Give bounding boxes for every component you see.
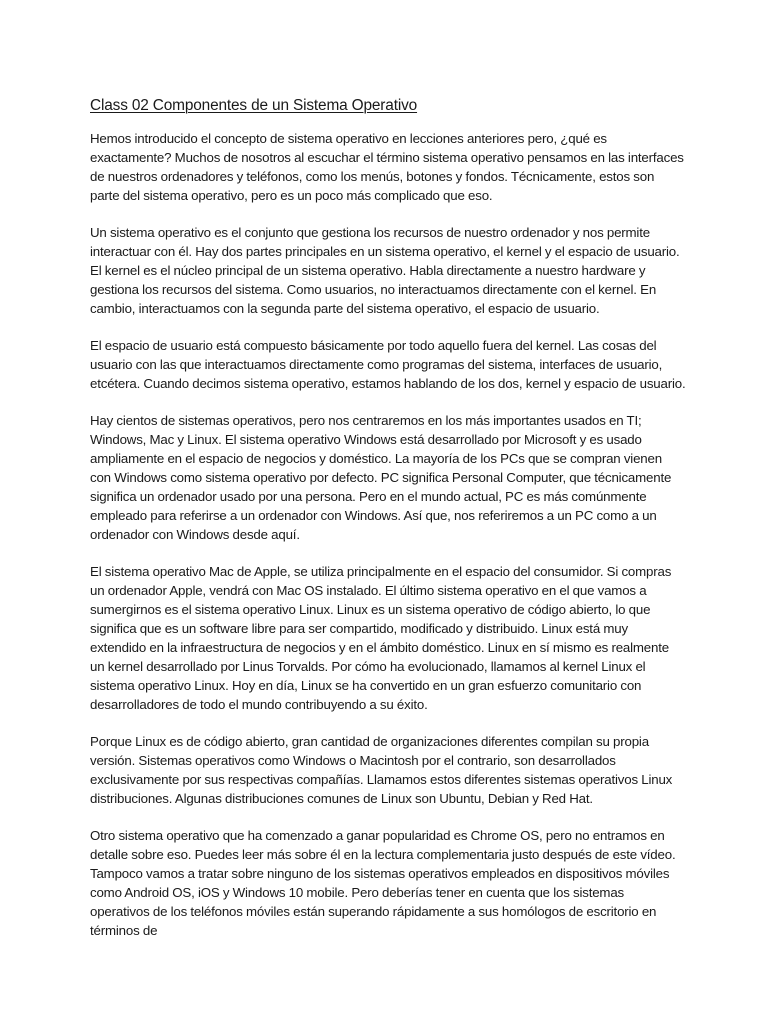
- paragraph-os-intro: Hemos introducido el concepto de sistema operativo en lecciones anteriores pero, ¿qué es exactamente? Muchos de nosotros al escuchar el término sistema operativo pensamos en las interfaces de nuestros ordenadores y teléfonos, como los menús, botones y fondos. Técnicamente, estos son parte del sistema operativo, pero es un poco más complicado que eso.: [90, 131, 684, 203]
- paragraph-linux-distributions: Porque Linux es de código abierto, gran cantidad de organizaciones diferentes compilan su propia versión. Sistemas operativos como Windows o Macintosh por el contrario, son desarrollados exclusivamente por sus respectivas compañías. Llamamos estos diferentes sistemas operativos Linux distribuciones. Algunas distribuciones comunes de Linux son Ubuntu, Debian y Red Hat.: [90, 734, 673, 806]
- paragraph-chrome-mobile: Otro sistema operativo que ha comenzado a ganar popularidad es Chrome OS, pero no entramos en detalle sobre eso. Puedes leer más sobre él en la lectura complementaria justo después de este vídeo. Tampoco vamos a tratar sobre ninguno de los sistemas operativos empleados en dispositivos móviles como Android OS, iOS y Windows 10 mobile. Pero deberías tener en cuenta que los sistemas operativos de los teléfonos móviles están superando rápidamente a sus homólogos de escritorio en términos de: [90, 828, 676, 938]
- document-body: [90, 96, 686, 958]
- paragraph-user-space: El espacio de usuario está compuesto básicamente por todo aquello fuera del kernel. Las cosas del usuario con las que interactuamos directamente como programas del sistema, interfaces de usuario, etcétera. Cuando decimos sistema operativo, estamos hablando de los dos, kernel y espacio de usuario.: [90, 338, 686, 391]
- document-title: Class 02 Componentes de un Sistema Operativo: [90, 97, 418, 114]
- paragraph-kernel-userspace: Un sistema operativo es el conjunto que gestiona los recursos de nuestro ordenador y nos permite interactuar con él. Hay dos partes principales en un sistema operativo, el kernel y el espacio de usuario. El kernel es el núcleo principal de un sistema operativo. Habla directamente a nuestro hardware y gestiona los recursos del sistema. Como usuarios, no interactuamos directamente con el kernel. En cambio, interactuamos con la segunda parte del sistema operativo, el espacio de usuario.: [90, 225, 680, 316]
- paragraph-mac-linux: El sistema operativo Mac de Apple, se utiliza principalmente en el espacio del consumidor. Si compras un ordenador Apple, vendrá con Mac OS instalado. El último sistema operativo en el que vamos a sumergirnos es el sistema operativo Linux. Linux es un sistema operativo de código abierto, lo que significa que es un software libre para ser compartido, modificado y distribuido. Linux está muy extendido en la infraestructura de negocios y en el ámbito doméstico. Linux en sí mismo es realmente un kernel desarrollado por Linus Torvalds. Por cómo ha evolucionado, llamamos al kernel Linux el sistema operativo Linux. Hoy en día, Linux se ha convertido en un gran esfuerzo comunitario con desarrolladores de todo el mundo contribuyendo a su éxito.: [90, 564, 672, 712]
- paragraph-windows: Hay cientos de sistemas operativos, pero nos centraremos en los más importantes usados en TI; Windows, Mac y Linux. El sistema operativo Windows está desarrollado por Microsoft y es usado ampliamente en el espacio de negocios y doméstico. La mayoría de los PCs que se compran vienen con Windows como sistema operativo por defecto. PC significa Personal Computer, que técnicamente significa un ordenador usado por una persona. Pero en el mundo actual, PC es más comúnmente empleado para referirse a un ordenador con Windows. Así que, nos referiremos a un PC como a un ordenador con Windows desde aquí.: [90, 413, 672, 542]
